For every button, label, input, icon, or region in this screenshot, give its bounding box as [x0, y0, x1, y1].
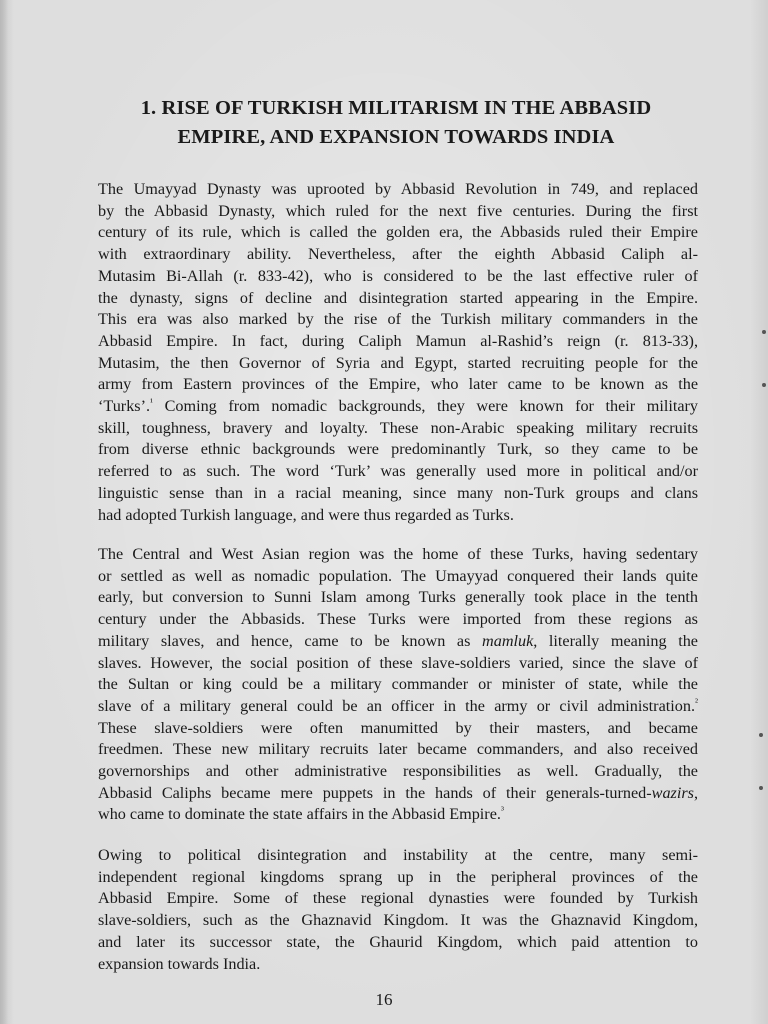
text-line: skill, toughness, bravery and loyalty. These non-Arabic speaking military recruits	[98, 418, 698, 437]
text-line: century of its rule, which is called the golden era, the Abbasids ruled their Empire	[98, 223, 698, 242]
text-line: This era was also marked by the rise of the Turkish military commanders in the	[98, 310, 698, 329]
scan-speck	[762, 330, 766, 334]
text-line: military slaves, and hence, came to be known as mamluk, literally meaning the	[98, 631, 698, 650]
text-line: who came to dominate the state affairs in the Abbasid Empire.$^{^3}$	[98, 805, 504, 824]
text-line: with extraordinary ability. Nevertheless, after the eighth Abbasid Caliph al-	[98, 245, 698, 264]
title-line: 1. RISE OF TURKISH MILITARISM IN THE ABBASID	[140, 97, 652, 119]
text-line: ‘Turks’.$^{^1}$ Coming from nomadic backgrounds, they were known for their military	[98, 397, 698, 416]
text-line: or settled as well as nomadic population. The Umayyad conquered their lands quite	[98, 566, 698, 585]
text-line: freedmen. These new military recruits later became commanders, and also received	[98, 740, 698, 759]
text-line: from diverse ethnic backgrounds were predominantly Turk, so they came to be	[98, 440, 698, 459]
text-line: The Umayyad Dynasty was uprooted by Abbasid Revolution in 749, and replaced	[98, 180, 698, 198]
text-line: Abbasid Caliphs became mere puppets in the hands of their generals-turned-wazirs,	[98, 783, 698, 802]
text-line: independent regional kingdoms sprang up in the peripheral provinces of the	[98, 867, 698, 886]
chapter-title	[96, 94, 696, 152]
text-line: Abbasid Empire. Some of these regional dynasties were founded by Turkish	[98, 889, 698, 908]
text-line: and later its successor state, the Ghaurid Kingdom, which paid attention to	[98, 932, 698, 951]
text-line: century under the Abbasids. These Turks were imported from these regions as	[98, 610, 698, 629]
text-line: These slave-soldiers were often manumitted by their masters, and became	[98, 718, 698, 737]
text-line: Mutasim Bi-Allah (r. 833-42), who is considered to be the last effective ruler of	[98, 266, 698, 285]
scan-speck	[759, 733, 763, 737]
text-line: The Central and West Asian region was the home of these Turks, having sedentary	[98, 545, 698, 563]
paragraph-2	[98, 544, 698, 826]
text-line: governorships and other administrative responsibilities as well. Gradually, the	[98, 762, 698, 781]
text-line: by the Abbasid Dynasty, which ruled for the next five centuries. During the first	[98, 201, 698, 220]
text-line: early, but conversion to Sunni Islam among Turks generally took place in the tenth	[98, 588, 698, 607]
text-line: the Sultan or king could be a military commander or minister of state, while the	[98, 675, 698, 694]
page-edge-shadow	[0, 0, 8, 1024]
text-line: slave-soldiers, such as the Ghaznavid Kingdom. It was the Ghaznavid Kingdom,	[98, 911, 698, 930]
title-line: EMPIRE, AND EXPANSION TOWARDS INDIA	[177, 126, 615, 148]
paragraph-3	[98, 845, 698, 975]
text-line: the dynasty, signs of decline and disintegration started appearing in the Empire.	[98, 288, 698, 307]
text-line: Abbasid Empire. In fact, during Caliph Mamun al-Rashid’s reign (r. 813-33),	[98, 331, 698, 350]
text-line: slave of a military general could be an officer in the army or civil administration.$^{^2}$	[98, 696, 698, 715]
text-line: Mutasim, the then Governor of Syria and Egypt, started recruiting people for the	[98, 353, 698, 372]
text-line: Owing to political disintegration and instability at the centre, many semi-	[98, 846, 698, 864]
scan-speck	[759, 786, 763, 790]
text-line: had adopted Turkish language, and were thus regarded as Turks.	[98, 505, 514, 524]
paragraph-1	[98, 179, 698, 526]
text-line: referred to as such. The word ‘Turk’ was generally used more in political and/or	[98, 462, 698, 481]
text-line: linguistic sense than in a racial meaning, since many non-Turk groups and clans	[98, 483, 698, 502]
text-line: expansion towards India.	[98, 954, 261, 973]
text-line: army from Eastern provinces of the Empire, who later came to be known as the	[98, 375, 698, 394]
scan-speck	[762, 383, 766, 387]
page-number: 16	[375, 990, 393, 1009]
text-line: slaves. However, the social position of these slave-soldiers varied, since the slave of	[98, 653, 698, 672]
